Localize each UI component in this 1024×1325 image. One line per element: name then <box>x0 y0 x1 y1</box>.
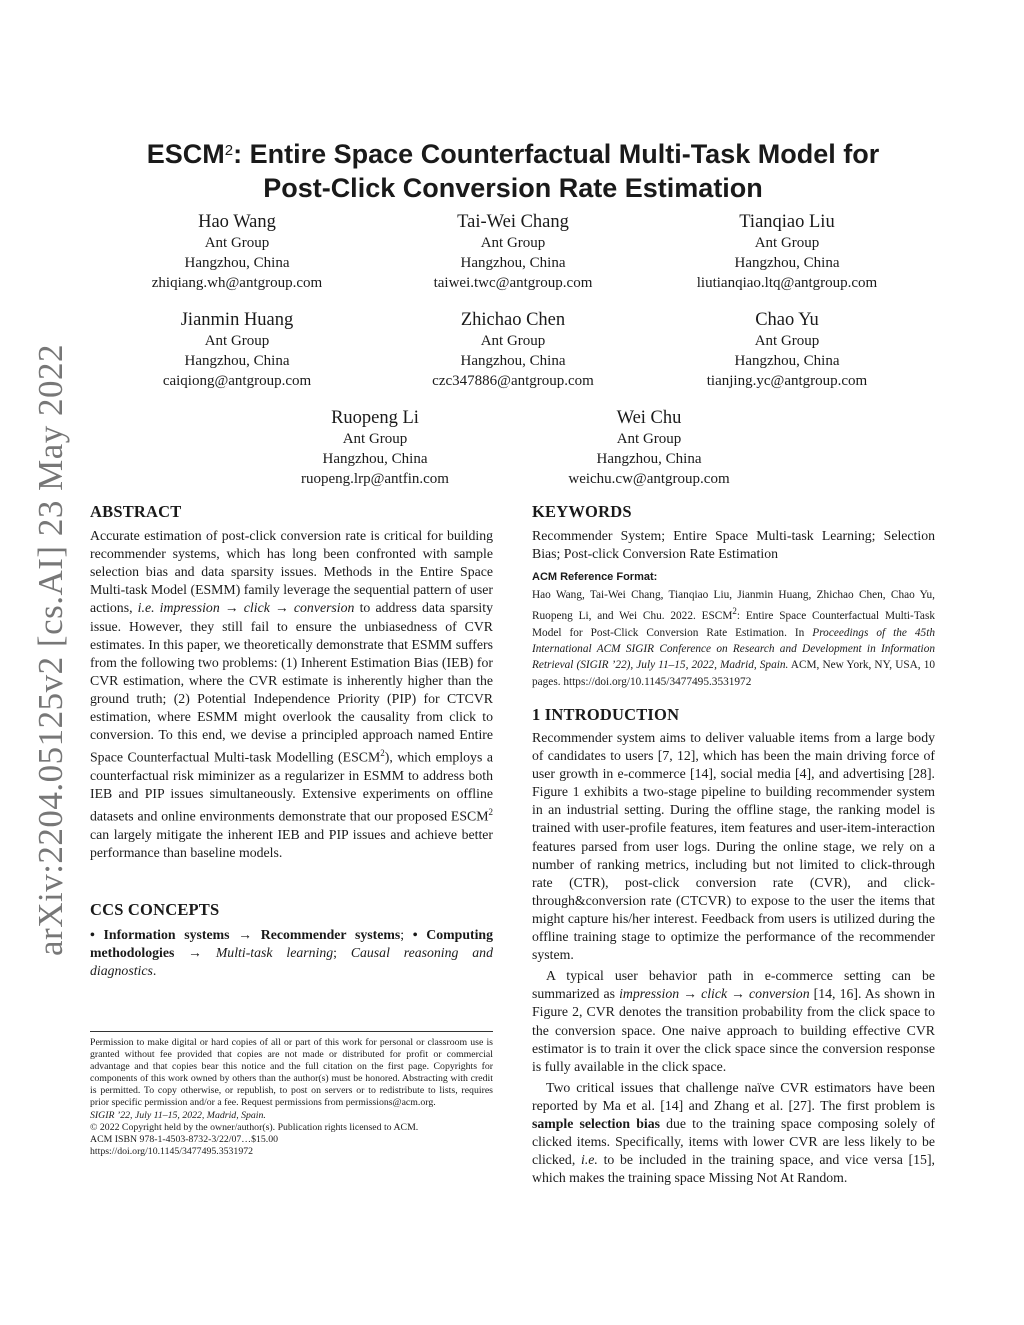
author-block: Chao Yu Ant Group Hangzhou, China tianjing.yc@antgroup.com <box>647 308 927 391</box>
author-email: caiqiong@antgroup.com <box>162 373 312 389</box>
doi-link[interactable]: https://doi.org/10.1145/3477495.3531972 <box>90 1145 254 1157</box>
abstract-heading: ABSTRACT <box>90 502 182 521</box>
author-email: taiwei.twc@antgroup.com <box>433 275 593 291</box>
introduction-heading: 1 INTRODUCTION <box>532 705 680 724</box>
acm-reference-heading: ACM Reference Format: <box>532 571 658 583</box>
footnote-rule <box>90 1031 493 1032</box>
author-email: zhiqiang.wh@antgroup.com <box>151 275 323 291</box>
acm-reference: Hao Wang, Tai-Wei Chang, Tianqiao Liu, Jianmin Huang, Zhichao Chen, Chao Yu, Ruopeng Li, and Wei Chu. 2022. ESCM$^2$: Entire Space Counterfactual Multi-Task Model for Post-Click Conversion Rate Estimation. In Proceedings of the 45th International ACM SIGIR Conference on Research and Development in Information Retrieval (SIGIR ’22), July 11–15, 2022, Madrid, Spain. ACM, New York, NY, USA, 10 pages. https://doi.org/10.1145/3477495.3531972 <box>532 589 935 688</box>
author-name: Tai-Wei Chang <box>457 212 569 232</box>
ccs-concepts: • Information systems → Recommender systems; • Computing methodologies → Multi-task learning; Causal reasoning and diagnostics. <box>90 927 494 979</box>
author-block: Jianmin Huang Ant Group Hangzhou, China caiqiong@antgroup.com <box>97 308 377 391</box>
author-block: Tai-Wei Chang Ant Group Hangzhou, China taiwei.twc@antgroup.com <box>373 210 653 293</box>
author-name: Zhichao Chen <box>460 310 566 330</box>
author-block: Wei Chu Ant Group Hangzhou, China weichu.cw@antgroup.com <box>509 406 789 489</box>
keywords-heading: KEYWORDS <box>532 502 632 521</box>
author-email: czc347886@antgroup.com <box>432 373 594 389</box>
author-block: Ruopeng Li Ant Group Hangzhou, China ruopeng.lrp@antfin.com <box>235 406 515 489</box>
author-block: Zhichao Chen Ant Group Hangzhou, China czc347886@antgroup.com <box>373 308 653 391</box>
author-name: Ruopeng Li <box>331 408 419 428</box>
paper-title: ESCM$^2$: Entire Space Counterfactual Multi-Task Model for Post-Click Conversion Rate Estimation <box>146 139 880 203</box>
author-name: Chao Yu <box>755 310 819 330</box>
author-name: Hao Wang <box>198 212 276 232</box>
author-email: liutianqiao.ltq@antgroup.com <box>696 275 878 291</box>
author-email: ruopeng.lrp@antfin.com <box>301 471 449 487</box>
author-block: Tianqiao Liu Ant Group Hangzhou, China liutianqiao.ltq@antgroup.com <box>647 210 927 293</box>
arxiv-watermark: arXiv:2204.05125v2 [cs.AI] 23 May 2022 <box>31 344 70 956</box>
author-email: tianjing.yc@antgroup.com <box>706 373 868 389</box>
ccs-heading: CCS CONCEPTS <box>90 900 220 919</box>
abstract-body: Accurate estimation of post-click conversion rate is critical for building recommender systems, which has long been confronted with sample selection bias and data sparsity issues. Methods in the Entire Space Multi-task Model (ESMM) family leverage the sequential pattern of user actions, i.e. impression → click → conversion to address data sparsity issue. However, they still fail to ensure the unbiasedness of CVR estimates. In this paper, we theoretically demonstrate that ESMM suffers from the following two problems: (1) Inherent Estimation Bias (IEB) for CVR estimation, where the CVR estimate is inherently higher than the ground truth; (2) Potential Independence Priority (PIP) for CTCVR estimation, where ESMM might overlook the causality from click to conversion. To this end, we devise a principled approach named Entire Space Counterfactual Multi-task Modelling (ESCM$^2$), which employs a counterfactual risk miminizer as a regularizer in ESMM to address both IEB and PIP issues simultaneously. Extensive experiments on offline datasets and online environments demonstrate that our proposed ESCM$^2$ can largely mitigate the inherent IEB and PIP issues and achieve better performance than baseline models. <box>90 528 493 860</box>
footnote: Permission to make digital or hard copies of all or part of this work for personal or classroom use is granted without fee provided that copies are not made or distributed for profit or commercial advantage and that copies bear this notice and the full citation on the first page. Copyrights for components of this work owned by others than the author(s) must be honored. Abstracting with credit is permitted. To copy otherwise, or republish, to post on servers or to redistribute to lists, requires prior specific permission and/or a fee. Request permissions from permissions@acm.org. SIGIR ’22, July 11–15, 2022, Madrid, Spain. © 2022 Copyright held by the owner/author(s). Publication rights licensed to ACM. ACM ISBN 978-1-4503-8732-3/22/07…$15.00 https://doi.org/10.1145/3477495.3531972 <box>90 1037 493 1157</box>
introduction-body: Recommender system aims to deliver valuable items from a large body of candidates to users [7, 12], which has been the main driving force of user growth in e-commerce [14], social media [4], and advertising [28]. Figure 1 exhibits a two-stage pipeline to building recommender system in an industrial setting. During the offline stage, the ranking model is trained with user-profile features, item features and user-item-interaction features parsed from user logs. During the online stage, we rely on a number of ranking metrics, including but not limited to click-through rate (CTR), post-click conversion rate (CVR), and click-through&conversion rate (CTCVR) to expose to the user the items that might capture his/her interest. Feedback from users is utilized during the offline training stage to optimize the performance of the recommender system. A typical user behavior path in e-commerce setting can be summarized as impression → click → conversion [14, 16]. As shown in Figure 2, CVR denotes the transition probability from the click space to the conversion space. One naive approach to building effective CVR estimator is to train it over the click space since the conversion response is fully available in the click space. Two critical issues that challenge naïve CVR estimators have been reported by Ma et al. [14] and Zhang et al. [27]. The first problem is sample selection bias due to the training space composing solely of clicked items. Specifically, items with lower CVR are less likely to be clicked, i.e. to be included in the training space, and vice versa [15], which makes the training space Missing Not At Random. <box>532 730 935 1186</box>
keywords-text: Recommender System; Entire Space Multi-task Learning; Selection Bias; Post-click Conversion Rate Estimation <box>532 528 935 562</box>
author-name: Jianmin Huang <box>180 310 294 330</box>
author-name: Tianqiao Liu <box>739 212 835 232</box>
author-email: weichu.cw@antgroup.com <box>568 471 730 487</box>
author-block: Hao Wang Ant Group Hangzhou, China zhiqiang.wh@antgroup.com <box>97 210 377 293</box>
abstract-section <box>90 503 493 862</box>
author-name: Wei Chu <box>616 408 682 428</box>
